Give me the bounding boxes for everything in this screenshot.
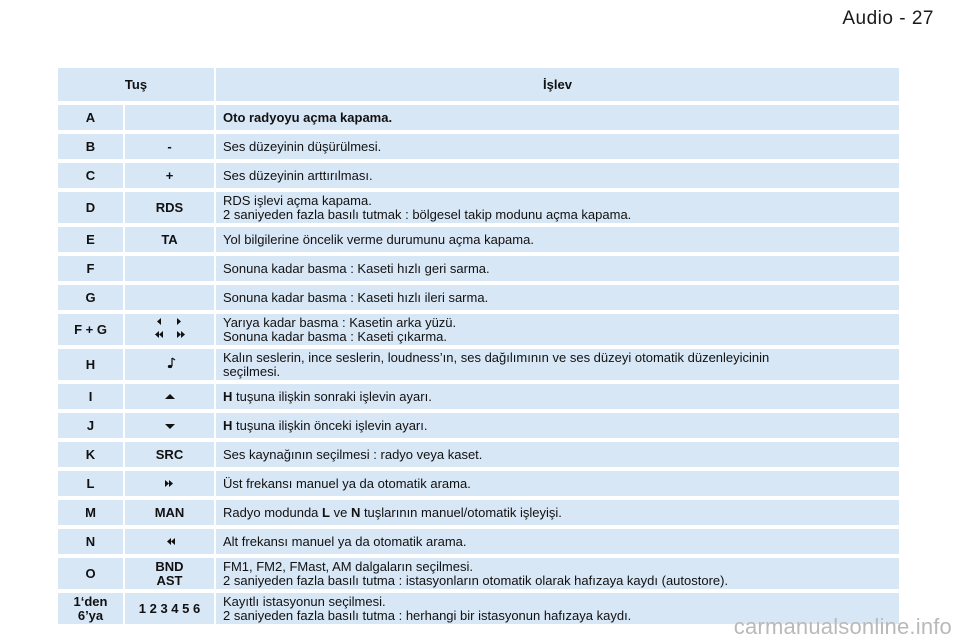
key-cell: E [58,227,123,252]
table-row [58,134,899,159]
function-cell [216,384,899,409]
function-cell: Sonuna kadar basma : Kaseti hızlı ileri sarma. [216,285,899,310]
key-cell [58,593,123,624]
button-cell: RDS [125,192,214,223]
key-cell: B [58,134,123,159]
button-cell [125,105,214,130]
table-row [58,285,899,310]
button-label: AST [156,572,183,588]
table-row [58,349,899,380]
fast-forward-icon [164,479,176,491]
button-cell: - [125,134,214,159]
function-cell [216,192,899,223]
function-cell: Oto radyoyu açma kapama. [216,105,899,130]
button-ref: L [322,504,330,520]
table-row [58,558,899,589]
arrow-down-icon [164,422,176,433]
table-row [58,256,899,281]
function-line: RDS işlevi açma kapama. [223,192,372,208]
music-note-icon [164,357,176,372]
function-line: 2 saniyeden fazla basılı tutmak : bölgesel takip modunu açma kapama. [223,206,632,222]
key-cell: K [58,442,123,467]
function-line: Sonuna kadar basma : Kaseti çıkarma. [223,328,448,344]
key-cell: A [58,105,123,130]
key-cell: O [58,558,123,589]
function-cell: Ses düzeyinin düşürülmesi. [216,134,899,159]
button-cell [125,558,214,589]
key-cell: F + G [58,314,123,345]
button-ref: H [223,388,233,404]
function-line: 2 saniyeden fazla basılı tutma : istasyonların otomatik olarak hafızaya kaydı (autostore). [223,572,729,588]
key-cell: G [58,285,123,310]
left-right-arrows-icon [153,316,187,343]
function-cell [216,500,899,525]
table-row [58,471,899,496]
button-cell [125,314,214,345]
key-cell: J [58,413,123,438]
key-cell: D [58,192,123,223]
function-cell [216,349,899,380]
key-cell: C [58,163,123,188]
key-label: 6’ya [77,607,104,623]
table-row [58,192,899,223]
column-header-key: Tuş [58,68,214,101]
audio-controls-table [58,68,903,624]
table-header-row [58,68,899,101]
button-cell [125,285,214,310]
arrow-up-icon [164,393,176,404]
function-cell: Yol bilgilerine öncelik verme durumunu açma kapama. [216,227,899,252]
function-cell: Ses düzeyinin arttırılması. [216,163,899,188]
table-row [58,500,899,525]
table-row [58,442,899,467]
function-line: 2 saniyeden fazla basılı tutma : herhangi bir istasyonun hafızaya kaydı. [223,607,632,623]
function-line: seçilmesi. [223,363,281,379]
rewind-icon [164,537,176,549]
key-cell: M [58,500,123,525]
function-line: FM1, FM2, FMast, AM dalgaların seçilmesi. [223,558,473,574]
button-cell [125,384,214,409]
function-cell [216,314,899,345]
function-text: tuşuna ilişkin sonraki işlevin ayarı. [232,388,432,404]
column-header-function: İşlev [216,68,899,101]
button-cell: 1 2 3 4 5 6 [125,593,214,624]
button-cell: MAN [125,500,214,525]
table-row [58,227,899,252]
key-label: 1‘den [73,593,108,609]
function-text: ve [329,504,351,520]
button-cell: SRC [125,442,214,467]
function-cell: Sonuna kadar basma : Kaseti hızlı geri sarma. [216,256,899,281]
function-cell [216,558,899,589]
function-text: Radyo modunda [223,504,323,520]
button-cell [125,413,214,438]
button-ref: N [350,504,361,520]
key-cell: N [58,529,123,554]
function-text: tuşuna ilişkin önceki işlevin ayarı. [232,417,428,433]
page-header: Audio - 27 [842,8,934,29]
table-row [58,105,899,130]
function-line: Kalın seslerin, ince seslerin, loudness’ın, ses dağılımının ve ses düzeyi otomatik düzenleyicinin [223,349,770,365]
button-label: BND [155,558,184,574]
key-cell: F [58,256,123,281]
button-cell [125,349,214,380]
button-cell [125,471,214,496]
function-cell [216,413,899,438]
button-ref: H [223,417,233,433]
function-text: tuşlarının manuel/otomatik işleyişi. [360,504,562,520]
function-cell: Üst frekansı manuel ya da otomatik arama. [216,471,899,496]
function-cell: Ses kaynağının seçilmesi : radyo veya kaset. [216,442,899,467]
function-cell: Alt frekansı manuel ya da otomatik arama. [216,529,899,554]
table-row [58,163,899,188]
button-cell: + [125,163,214,188]
table-row [58,413,899,438]
button-cell [125,256,214,281]
watermark: carmanualsonline.info [733,614,952,639]
key-cell: H [58,349,123,380]
table-row [58,529,899,554]
key-cell: L [58,471,123,496]
button-cell [125,529,214,554]
table-row [58,314,899,345]
key-cell: I [58,384,123,409]
function-line: Yarıya kadar basma : Kasetin arka yüzü. [223,314,457,330]
table-row [58,384,899,409]
button-cell: TA [125,227,214,252]
function-line: Kayıtlı istasyonun seçilmesi. [223,593,386,609]
